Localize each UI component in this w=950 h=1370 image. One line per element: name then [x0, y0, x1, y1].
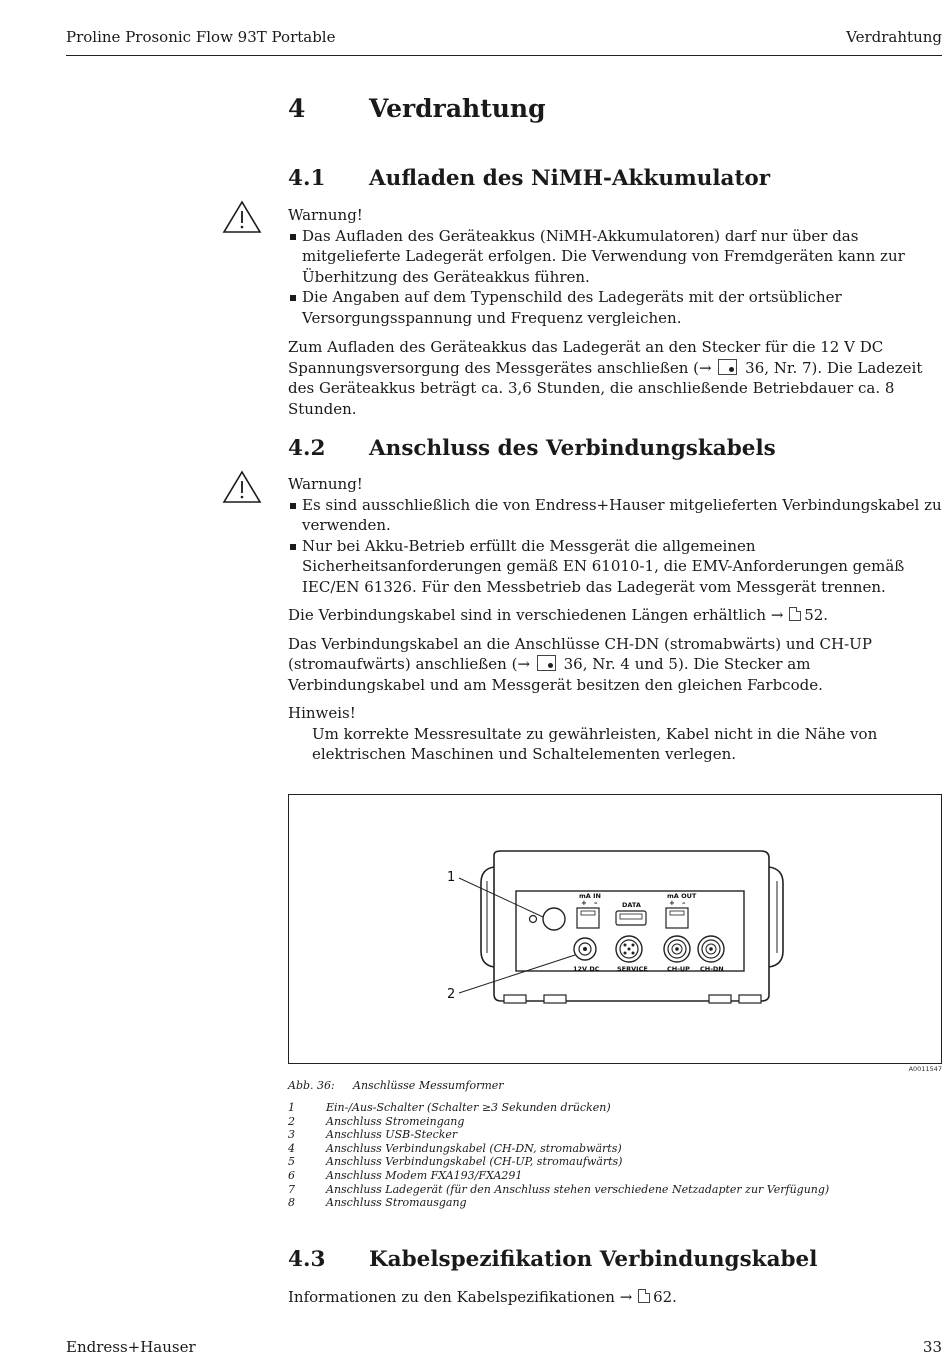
charging-paragraph	[288, 337, 942, 419]
legend-text: Anschluss Stromeingang	[326, 1114, 465, 1128]
text-run: Zum Aufladen des Geräteakkus das Ladegerät an den Stecker für die 12 V DC Spannungsversorgung des Messgerätes anschließen (→	[288, 338, 884, 377]
legend-number: 4	[288, 1141, 295, 1155]
figure-id: A0011547	[908, 1065, 942, 1073]
section-4-1-body	[288, 205, 942, 419]
label-plus: +	[669, 899, 675, 907]
legend-text: Ein-/Aus-Schalter (Schalter ≥3 Sekunden drücken)	[326, 1101, 611, 1114]
legend-number: 7	[288, 1182, 295, 1196]
warning-bullet: Nur bei Akku-Betrieb erfüllt die Messgerät die allgemeinen Sicherheitsanforderungen gemäß EN 61010-1, die EMV-Anforderungen gemäß IEC/EN 61326. Für den Messbetrieb das Ladegerät vom Messgerät trennen.	[288, 536, 942, 598]
legend-number: 2	[288, 1114, 295, 1128]
legend-text: Anschluss Ladegerät (für den Anschluss stehen verschiedene Netzadapter zur Verfügung)	[326, 1182, 830, 1196]
figure-caption	[288, 1079, 504, 1092]
caption-text: Anschlüsse Messumformer	[353, 1079, 504, 1092]
callout-2: 2	[447, 987, 456, 1002]
footer-company: Endress+Hauser	[66, 1338, 196, 1356]
warning-icon	[222, 200, 262, 234]
label-data: DATA	[622, 901, 641, 909]
caption-number: Abb. 36:	[288, 1079, 335, 1092]
warning-label: Warnung!	[288, 475, 363, 493]
text-run: 62.	[653, 1288, 677, 1306]
section-title: Aufladen des NiMH-Akkumulator	[369, 166, 771, 191]
connection-paragraph	[288, 634, 942, 696]
chapter-title: Verdrahtung	[369, 94, 546, 123]
warning-bullet: Es sind ausschließlich die von Endress+Hauser mitgelieferten Verbindungskabel zu verwenden.	[288, 495, 942, 536]
note-text: Um korrekte Messresultate zu gewährleisten, Kabel nicht in die Nähe von elektrischen Maschinen und Schaltelementen verlegen.	[312, 724, 878, 763]
label-plus: +	[581, 899, 587, 907]
section-4-3-body	[288, 1287, 942, 1308]
legend-number: 8	[288, 1196, 295, 1210]
chapter-number: 4	[288, 94, 306, 123]
warning-bullet: Die Angaben auf dem Typenschild des Ladegeräts mit der ortsüblicher Versorgungsspannung und Frequenz vergleichen.	[288, 287, 942, 328]
callout-1: 1	[447, 870, 456, 885]
section-4-2-body	[288, 474, 942, 765]
legend-text: Anschluss Verbindungskabel (CH-DN, stromabwärts)	[326, 1141, 622, 1155]
section-number: 4.1	[288, 166, 326, 191]
legend-text: Anschluss Stromausgang	[326, 1196, 467, 1210]
label-minus: –	[682, 899, 686, 907]
legend-text: Anschluss USB-Stecker	[326, 1128, 458, 1142]
legend-number: 1	[288, 1101, 295, 1114]
text-run: Die Verbindungskabel sind in verschiedenen Längen erhältlich →	[288, 606, 784, 624]
label-service: SERVICE	[617, 965, 648, 973]
warning-icon	[222, 470, 262, 504]
legend-number: 5	[288, 1155, 295, 1169]
figure-reference-icon	[718, 359, 737, 375]
text-run: 36, Nr. 7). Die Ladezeit des Geräteakkus beträgt ca. 3,6 Stunden, die anschließende Betriebdauer ca. 8 Stunden.	[288, 358, 923, 418]
text-run: Informationen zu den Kabelspezifikationen →	[288, 1288, 633, 1306]
text-run: Das Verbindungskabel an die Anschlüsse CH-DN (stromabwärts) und CH-UP (stromaufwärts) anschließen (→	[288, 634, 872, 673]
section-title: Anschluss des Verbindungskabels	[369, 436, 776, 461]
page-number: 33	[922, 1338, 942, 1356]
legend-text: Anschluss Verbindungskabel (CH-UP, stromaufwärts)	[326, 1155, 623, 1169]
warning-label: Warnung!	[288, 206, 363, 224]
page-reference-icon	[638, 1289, 650, 1303]
running-header-title: Proline Prosonic Flow 93T Portable	[66, 28, 336, 46]
section-number: 4.3	[288, 1247, 326, 1272]
label-ma-in: mA IN	[579, 892, 601, 900]
page-reference-icon	[789, 607, 801, 621]
label-ch-dn: CH-DN	[700, 965, 724, 973]
text-run: 52.	[804, 606, 829, 624]
section-title: Kabelspezifikation Verbindungskabel	[369, 1247, 818, 1272]
label-minus: –	[594, 899, 598, 907]
header-rule	[66, 55, 942, 56]
text-run: 36, Nr. 4 und 5). Die Stecker am Verbindungskabel und am Messgerät besitzen den gleichen Farbcode.	[288, 655, 823, 694]
note-label: Hinweis!	[288, 704, 356, 722]
legend-text: Anschluss Modem FXA193/FXA291	[326, 1168, 523, 1182]
label-12v-dc: 12V DC	[573, 965, 600, 973]
running-header-section: Verdrahtung	[846, 28, 942, 46]
label-ch-up: CH-UP	[667, 965, 690, 973]
figure-reference-icon	[537, 655, 556, 671]
figure-frame	[288, 794, 942, 1064]
warning-bullet: Das Aufladen des Geräteakkus (NiMH-Akkumulatoren) darf nur über das mitgelieferte Ladegerät erfolgen. Die Verwendung von Fremdgeräten kann zur Überhitzung des Geräteakkus führen.	[288, 226, 942, 288]
legend-number: 6	[288, 1168, 295, 1182]
label-ma-out: mA OUT	[667, 892, 697, 900]
section-number: 4.2	[288, 436, 326, 461]
transmitter-connections-drawing	[289, 795, 941, 1063]
cable-length-paragraph	[288, 605, 942, 626]
legend-number: 3	[288, 1128, 295, 1142]
